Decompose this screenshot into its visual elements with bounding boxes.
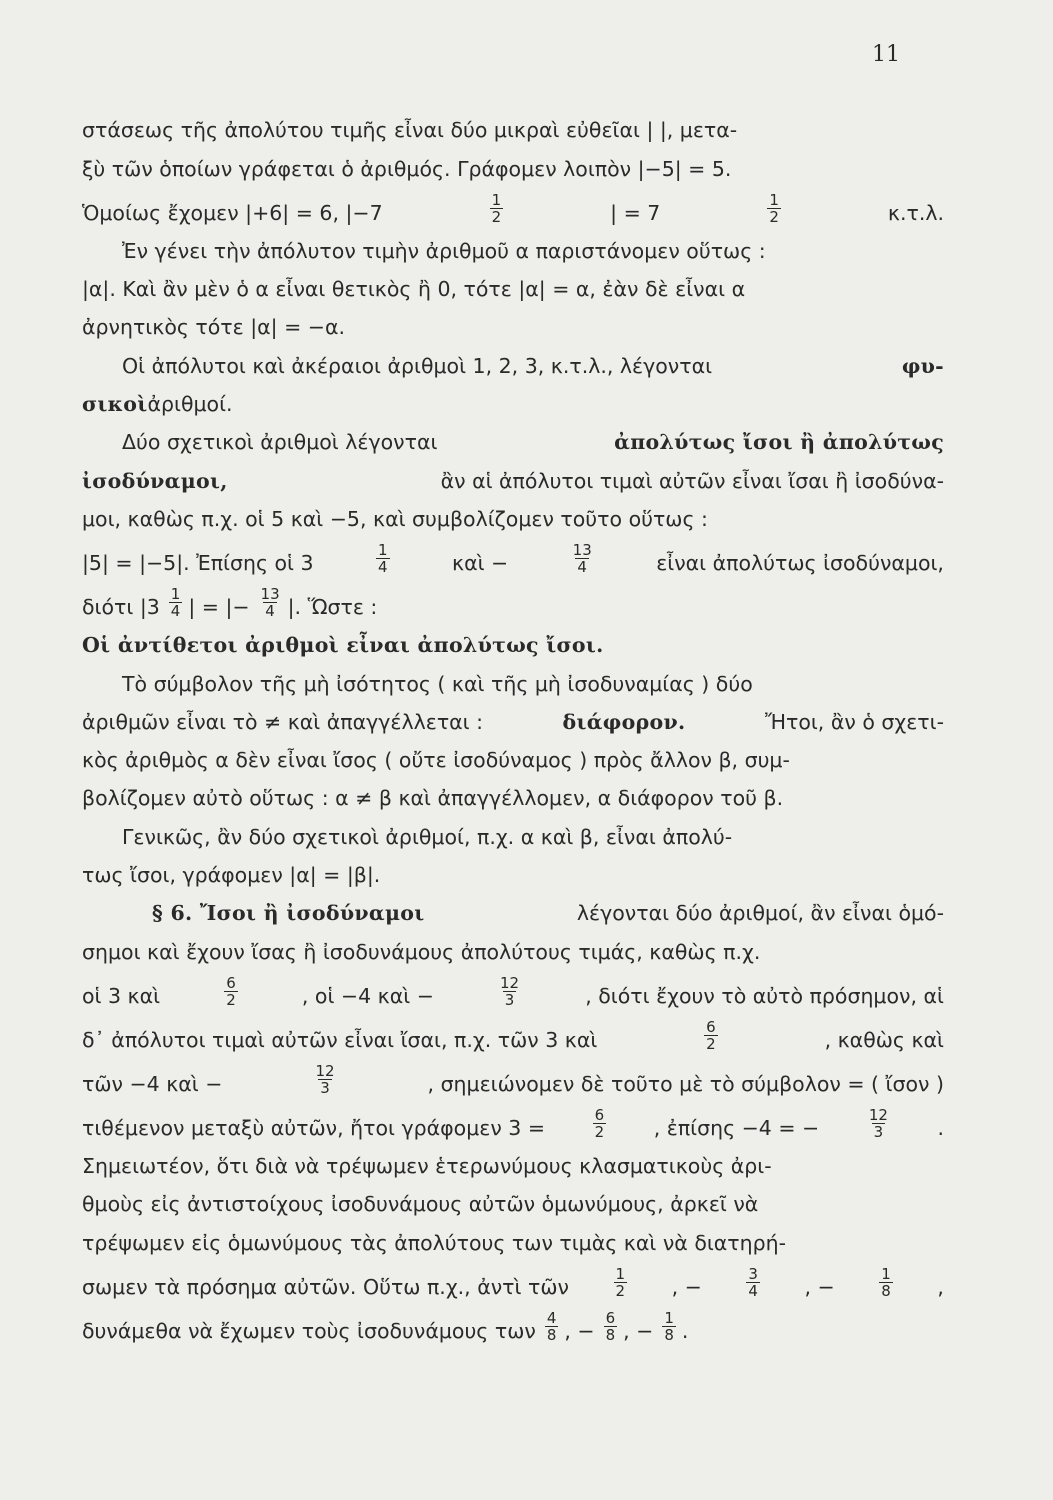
fraction (767, 190, 781, 226)
text-line (82, 925, 944, 963)
text-line (82, 1178, 944, 1216)
fraction (169, 584, 183, 620)
text-segment: Οἱ ἀπόλυτοι καὶ ἀκέραιοι ἀριθμοὶ 1, 2, 3, κ.τ.λ., λέγονται (122, 353, 713, 378)
bold-term: διάφορον. (562, 709, 686, 734)
text-line (82, 696, 944, 734)
text-segment: , − (564, 1318, 595, 1343)
fraction (614, 1264, 628, 1300)
fraction-numerator: 1 (769, 190, 779, 209)
text-line (82, 225, 944, 263)
text-segment: |α|. Καὶ ἂν μὲν ὁ α εἶναι θετικὸς ἢ 0, τότε |α| = α, ἐὰν δὲ εἶναι α (82, 277, 746, 302)
text-segment: . (681, 1318, 689, 1343)
fraction (704, 1017, 718, 1053)
text-segment: βολίζομεν αὐτὸ οὕτως : α ≠ β καὶ ἀπαγγέλλομεν, α διάφορον τοῦ β. (82, 786, 784, 811)
bold-term: Οἱ ἀντίθετοι ἀριθμοὶ εἶναι ἀπολύτως ἴσοι. (82, 633, 604, 658)
text-segment: εἶναι ἀπολύτως ἰσοδύναμοι, (656, 550, 944, 575)
fraction-denominator: 4 (748, 1281, 758, 1300)
text-segment: ἀριθμῶν εἶναι τὸ ≠ καὶ ἀπαγγέλλεται : (82, 709, 484, 734)
fraction-denominator: 4 (378, 557, 388, 576)
text-line (82, 301, 944, 339)
fraction-numerator: 6 (594, 1105, 605, 1124)
fraction-denominator: 8 (546, 1325, 557, 1344)
page-number: 11 (872, 42, 900, 67)
fraction-denominator: 2 (226, 990, 236, 1009)
text-line (82, 339, 944, 377)
fraction-denominator: 4 (170, 601, 181, 620)
text-segment: Σημειωτέον, ὅτι διὰ νὰ τρέψωμεν ἑτερωνύμους κλασματικοὺς ἀρι- (82, 1153, 772, 1178)
text-segment: |. Ὥστε : (287, 594, 378, 619)
text-segment: Τὸ σύμβολον τῆς μὴ ἰσότητος ( καὶ τῆς μὴ ἰσοδυναμίας ) δύο (122, 671, 753, 696)
text-segment: σημοι καὶ ἔχουν ἴσας ἢ ἰσοδυνάμους ἀπολύτους τιμάς, καθὼς π.χ. (82, 939, 761, 964)
bold-term: § 6. Ἴσοι ἢ ἰσοδύναμοι (152, 901, 425, 926)
fraction-denominator: 8 (605, 1325, 616, 1344)
text-line (82, 1216, 944, 1254)
text-line (82, 734, 944, 772)
text-line (82, 263, 944, 301)
fraction-numerator: 6 (226, 973, 236, 992)
text-segment: , (937, 1274, 944, 1299)
fraction (571, 540, 594, 576)
fraction-numerator: 1 (881, 1264, 891, 1283)
text-segment: τρέψωμεν εἰς ὁμωνύμους τὰς ἀπολύτους των τιμὰς καὶ νὰ διατηρή- (82, 1230, 787, 1255)
text-line (82, 772, 944, 810)
fraction-numerator: 12 (500, 973, 520, 992)
bold-term: ἰσοδύναμοι, (82, 468, 228, 493)
fraction (224, 973, 238, 1009)
fraction-denominator: 3 (873, 1122, 884, 1141)
text-line (82, 1140, 944, 1178)
text-segment: δυνάμεθα νὰ ἔχωμεν τοὺς ἰσοδυνάμους των (82, 1318, 536, 1343)
text-segment: καὶ − (451, 550, 509, 575)
text-segment: Γενικῶς, ἂν δύο σχετικοὶ ἀριθμοί, π.χ. α καὶ β, εἶναι ἀπολύ- (122, 824, 733, 849)
text-segment: Ἤτοι, ἂν ὁ σχετι- (764, 709, 944, 734)
fraction-numerator: 12 (315, 1061, 335, 1080)
text-segment: , − (804, 1274, 835, 1299)
text-line (82, 454, 944, 492)
fraction-denominator: 2 (706, 1034, 716, 1053)
fraction (593, 1105, 607, 1141)
fraction-denominator: 2 (769, 207, 779, 226)
text-line (82, 378, 944, 416)
text-line (82, 887, 944, 925)
text-segment: στάσεως τῆς ἀπολύτου τιμῆς εἶναι δύο μικραὶ εὐθεῖαι | |, μετα- (82, 118, 738, 143)
fraction-denominator: 3 (320, 1078, 330, 1097)
text-line (82, 531, 944, 575)
fraction-numerator: 12 (868, 1105, 888, 1124)
text-segment: Ὁμοίως ἔχομεν |+6| = 6, |−7 (82, 200, 383, 225)
text-line (82, 619, 944, 657)
text-segment: δ᾿ ἀπόλυτοι τιμαὶ αὐτῶν εἶναι ἴσαι, π.χ. τῶν 3 καὶ (82, 1027, 598, 1052)
fraction (746, 1264, 760, 1300)
text-line (82, 657, 944, 695)
text-segment: |5| = |−5|. Ἐπίσης οἱ 3 (82, 550, 314, 575)
text-segment: διότι |3 (82, 594, 160, 619)
text-segment: , σημειώνομεν δὲ τοῦτο μὲ τὸ σύμβολον = ( ἴσον ) (427, 1071, 944, 1096)
text-segment: ξὺ τῶν ὁποίων γράφεται ὁ ἀριθμός. Γράφομεν λοιπὸν |−5| = 5. (82, 156, 732, 181)
fraction (662, 1308, 676, 1344)
fraction-numerator: 6 (605, 1308, 616, 1327)
fraction-denominator: 4 (265, 601, 275, 620)
fraction-numerator: 1 (170, 584, 181, 603)
text-segment: , − (623, 1318, 654, 1343)
text-segment: θμοὺς εἰς ἀντιστοίχους ἰσοδυνάμους αὐτῶν ὁμωνύμους, ἀρκεῖ νὰ (82, 1192, 759, 1217)
text-segment: ἀριθμοί. (147, 392, 233, 417)
text-line (82, 1052, 944, 1096)
text-segment: Δύο σχετικοὶ ἀριθμοὶ λέγονται (122, 430, 438, 455)
text-segment: Ἐν γένει τὴν ἀπόλυτον τιμὴν ἀριθμοῦ α παριστάνομεν οὕτως : (122, 238, 766, 263)
text-line (82, 142, 944, 180)
fraction-denominator: 2 (491, 207, 502, 226)
body-text (82, 104, 944, 1343)
text-segment: , ἐπίσης −4 = − (653, 1115, 820, 1140)
fraction (867, 1105, 890, 1141)
fraction-denominator: 4 (577, 557, 587, 576)
text-segment: ἀρνητικὸς τότε |α| = −α. (82, 315, 345, 340)
fraction (545, 1308, 559, 1344)
text-segment: , οἱ −4 καὶ − (301, 983, 434, 1008)
fraction (498, 973, 521, 1009)
text-segment: , καθὼς καὶ (824, 1027, 944, 1052)
text-segment: τῶν −4 καὶ − (82, 1071, 223, 1096)
text-line (82, 810, 944, 848)
text-line (82, 181, 944, 225)
fraction-numerator: 1 (615, 1264, 626, 1283)
text-segment: λέγονται δύο ἀριθμοί, ἂν εἶναι ὁμό- (576, 901, 944, 926)
text-line (82, 1255, 944, 1299)
text-segment: σωμεν τὰ πρόσημα αὐτῶν. Οὕτω π.χ., ἀντὶ τῶν (82, 1274, 569, 1299)
text-line (82, 493, 944, 531)
text-segment: | = |− (188, 594, 250, 619)
text-line (82, 104, 944, 142)
fraction-numerator: 1 (378, 540, 388, 559)
fraction-numerator: 6 (706, 1017, 716, 1036)
fraction-denominator: 2 (615, 1281, 626, 1300)
text-segment: ἂν αἱ ἀπόλυτοι τιμαὶ αὐτῶν εἶναι ἴσαι ἢ ἰσοδύνα- (440, 468, 944, 493)
fraction (490, 190, 504, 226)
fraction-numerator: 13 (572, 540, 592, 559)
fraction-numerator: 3 (748, 1264, 758, 1283)
fraction (313, 1061, 336, 1097)
bold-term: σικοὶ (82, 392, 148, 417)
text-segment: , − (671, 1274, 702, 1299)
text-segment: | = 7 (610, 200, 661, 225)
fraction (376, 540, 390, 576)
text-line (82, 1096, 944, 1140)
fraction-denominator: 2 (594, 1122, 605, 1141)
text-segment: , διότι ἔχουν τὸ αὐτὸ πρόσημον, αἱ (585, 983, 944, 1008)
fraction (879, 1264, 893, 1300)
text-line (82, 1008, 944, 1052)
fraction-denominator: 3 (504, 990, 515, 1009)
fraction (259, 584, 282, 620)
fraction-numerator: 13 (260, 584, 280, 603)
fraction-denominator: 8 (664, 1325, 674, 1344)
text-segment: κὸς ἀριθμὸς α δὲν εἶναι ἴσος ( οὔτε ἰσοδύναμος ) πρὸς ἄλλον β, συμ- (82, 748, 790, 773)
text-segment: τως ἴσοι, γράφομεν |α| = |β|. (82, 863, 381, 888)
text-line (82, 964, 944, 1008)
text-line (82, 416, 944, 454)
fraction-denominator: 8 (881, 1281, 891, 1300)
bold-term: φυ- (901, 353, 944, 378)
text-segment: . (937, 1115, 944, 1140)
text-segment: τιθέμενον μεταξὺ αὐτῶν, ἤτοι γράφομεν 3 = (82, 1115, 546, 1140)
text-segment: οἱ 3 καὶ (82, 983, 161, 1008)
fraction (604, 1308, 618, 1344)
text-segment: κ.τ.λ. (887, 200, 944, 225)
fraction-numerator: 1 (664, 1308, 674, 1327)
text-line (82, 849, 944, 887)
text-line (82, 1299, 944, 1343)
text-segment: μοι, καθὼς π.χ. οἱ 5 καὶ −5, καὶ συμβολίζομεν τοῦτο οὕτως : (82, 506, 708, 531)
fraction-numerator: 1 (491, 190, 502, 209)
text-line (82, 575, 944, 619)
bold-term: ἀπολύτως ἴσοι ἢ ἀπολύτως (614, 430, 944, 455)
fraction-numerator: 4 (546, 1308, 557, 1327)
